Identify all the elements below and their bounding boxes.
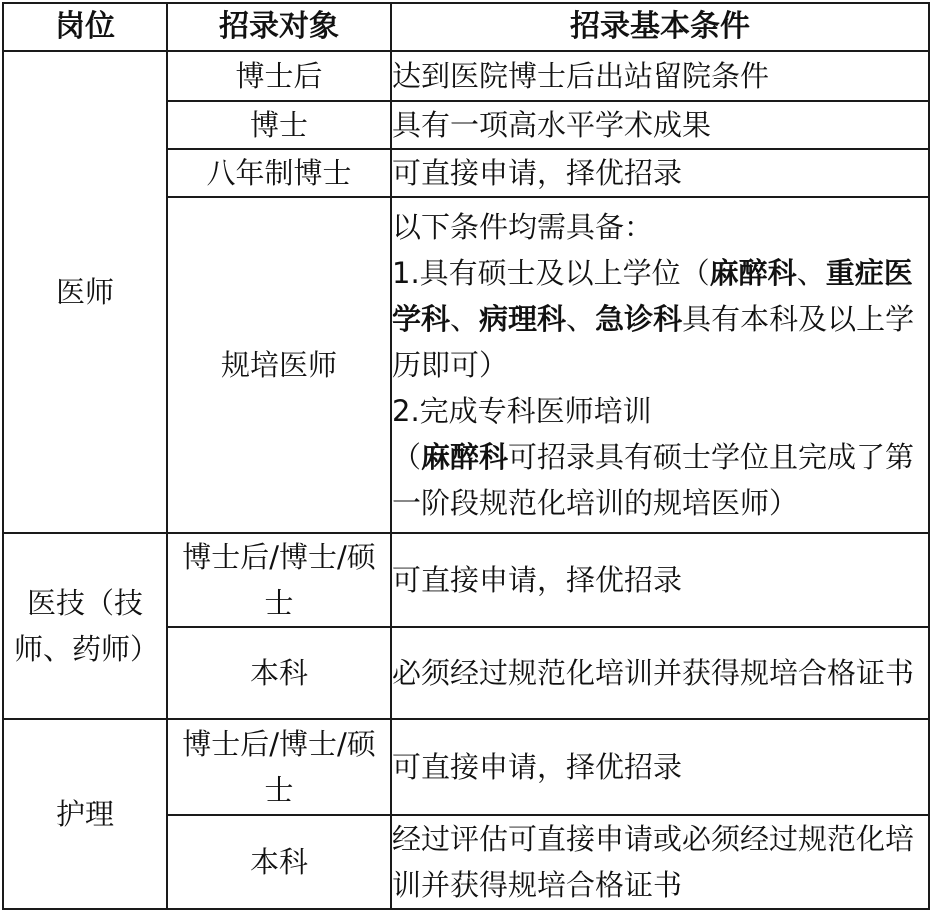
condition-cell: 经过评估可直接申请或必须经过规范化培训并获得规培合格证书 [391,815,929,909]
post-nursing: 护理 [3,719,167,909]
text-span: 具有本科及以上学历即可） [392,302,915,382]
target-cell: 博士 [167,101,391,149]
bold-span: 病理科 [479,302,567,336]
target-cell: 规培医师 [167,197,391,533]
text-span: 、 [450,302,480,336]
target-cell: 博士后/博士/硕士 [167,719,391,815]
text-span: 、 [796,256,826,290]
target-cell: 本科 [167,627,391,719]
text-span: 、 [566,302,596,336]
condition-item-1 [392,250,928,388]
text-span: 可招录具有硕士学位且完成了第一阶段规范化培训的规培医师） [392,440,915,520]
condition-cell-multiline [391,197,929,533]
recruitment-table [2,2,930,910]
condition-cell: 可直接申请，择优招录 [391,533,929,627]
target-cell: 博士后 [167,51,391,101]
condition-cell: 可直接申请，择优招录 [391,719,929,815]
condition-item-2-detail [392,434,928,526]
condition-cell: 必须经过规范化培训并获得规培合格证书 [391,627,929,719]
header-target: 招录对象 [167,3,391,51]
target-cell: 八年制博士 [167,149,391,197]
header-row [3,3,929,51]
header-conditions: 招录基本条件 [391,3,929,51]
table-row [3,533,929,627]
bold-span: 麻醉科 [709,256,797,290]
table-row [3,51,929,101]
condition-cell: 可直接申请，择优招录 [391,149,929,197]
text-span: （ [392,440,422,474]
bold-span: 重症医学科 [392,256,913,336]
condition-cell: 具有一项高水平学术成果 [391,101,929,149]
condition-intro: 以下条件均需具备： [392,210,654,244]
target-cell: 本科 [167,815,391,909]
header-post: 岗位 [3,3,167,51]
bold-span: 麻醉科 [421,440,509,474]
bold-span: 急诊科 [595,302,683,336]
condition-cell: 达到医院博士后出站留院条件 [391,51,929,101]
text-span: 1.具有硕士及以上学位（ [392,256,710,290]
post-doctor: 医师 [3,51,167,533]
condition-item-2: 2.完成专科医师培训 [392,394,652,428]
table-row [3,719,929,815]
post-tech: 医技（技师、药师） [3,533,167,719]
target-cell: 博士后/博士/硕士 [167,533,391,627]
